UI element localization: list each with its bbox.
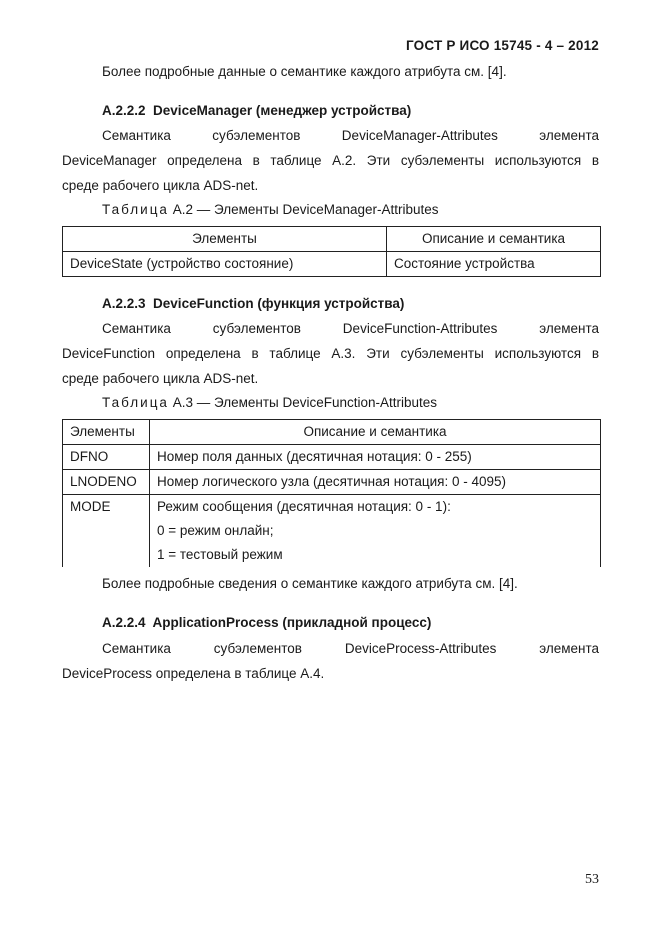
table-row	[63, 445, 601, 470]
section-number: A.2.2.2	[102, 103, 146, 118]
section-number: A.2.2.4	[102, 615, 146, 630]
section-heading-a2-2-2	[102, 103, 411, 118]
paragraph-line: среде рабочего цикла ADS-net.	[62, 371, 259, 386]
page-number: 53	[585, 872, 599, 887]
table-header-cell: Элементы	[63, 227, 387, 252]
paragraph-line: Семантика субэлементов DeviceFunction-Attributes элемента	[102, 321, 599, 336]
table-cell: DFNO	[63, 445, 150, 470]
section-heading-a2-2-3	[102, 296, 404, 311]
table-header-cell: Описание и семантика	[150, 420, 601, 445]
after-table-paragraph: Более подробные сведения о семантике каждого атрибута см. [4].	[102, 576, 518, 591]
table-header-row	[63, 227, 601, 252]
table-cell: MODE	[63, 495, 150, 568]
table-header-cell: Элементы	[63, 420, 150, 445]
table-cell	[150, 495, 601, 568]
table-header-row	[63, 420, 601, 445]
table-header-cell: Описание и семантика	[387, 227, 601, 252]
section-title: DeviceFunction (функция устройства)	[153, 296, 405, 311]
table-cell: LNODENO	[63, 470, 150, 495]
paragraph-line: Семантика субэлементов DeviceManager-Attributes элемента	[102, 128, 599, 143]
table-cell: Номер логического узла (десятичная нотация: 0 - 4095)	[150, 470, 601, 495]
table-row	[63, 495, 601, 568]
section-title: ApplicationProcess (прикладной процесс)	[152, 615, 432, 630]
paragraph-line: среде рабочего цикла ADS-net.	[62, 178, 259, 193]
document-header: ГОСТ Р ИСО 15745 - 4 – 2012	[406, 38, 599, 53]
paragraph-line: DeviceProcess определена в таблице А.4.	[62, 666, 325, 681]
caption-text: А.3 — Элементы DeviceFunction-Attributes	[172, 395, 438, 410]
table-caption-a3	[102, 395, 437, 410]
paragraph-line: DeviceFunction определена в таблице А.3. Эти субэлементы используются в	[62, 346, 599, 361]
cell-line: 1 = тестовый режим	[157, 547, 283, 562]
caption-text: А.2 — Элементы DeviceManager-Attributes	[172, 202, 439, 217]
table-caption-a2	[102, 202, 439, 217]
table-a3	[62, 419, 601, 567]
section-heading-a2-2-4	[102, 615, 431, 630]
cell-line: Режим сообщения (десятичная нотация: 0 - 1):	[157, 499, 451, 514]
table-cell: Состояние устройства	[387, 252, 601, 277]
section-title: DeviceManager (менеджер устройства)	[153, 103, 412, 118]
table-a2	[62, 226, 601, 277]
caption-word: Таблица	[102, 202, 169, 217]
section-number: A.2.2.3	[102, 296, 146, 311]
intro-paragraph: Более подробные данные о семантике каждого атрибута см. [4].	[102, 64, 507, 79]
caption-word: Таблица	[102, 395, 169, 410]
cell-line: 0 = режим онлайн;	[157, 523, 274, 538]
table-cell: Номер поля данных (десятичная нотация: 0 - 255)	[150, 445, 601, 470]
paragraph-line: Семантика субэлементов DeviceProcess-Attributes элемента	[102, 641, 599, 656]
table-row	[63, 252, 601, 277]
paragraph-line: DeviceManager определена в таблице А.2. Эти субэлементы используются в	[62, 153, 599, 168]
table-cell: DeviceState (устройство состояние)	[63, 252, 387, 277]
table-row	[63, 470, 601, 495]
